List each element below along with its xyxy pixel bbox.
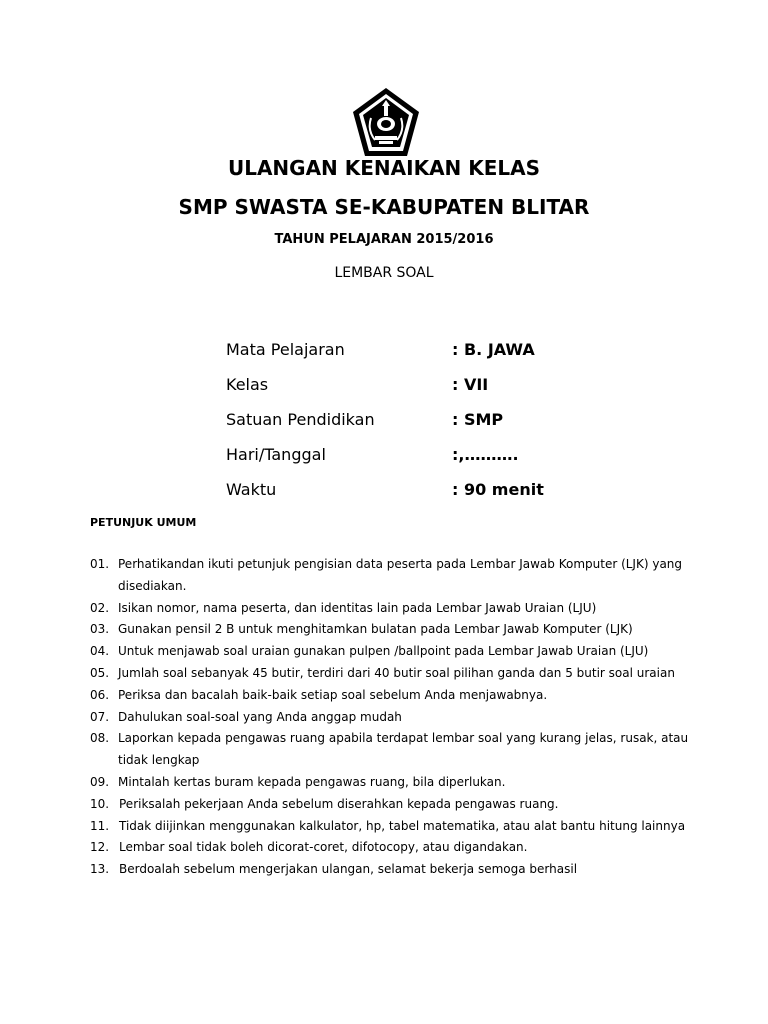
item-number: 06. [90, 687, 110, 702]
info-value: :,………. [452, 445, 519, 464]
list-item [90, 707, 690, 729]
list-item [90, 728, 690, 772]
item-number: 02. [90, 600, 110, 615]
list-item [90, 794, 690, 816]
exam-title: ULANGAN KENAIKAN KELAS [227, 156, 541, 180]
item-number: 11. [90, 818, 110, 833]
item-number: 05. [90, 665, 110, 680]
list-item [90, 598, 690, 620]
info-row-duration [226, 480, 646, 515]
list-item [90, 837, 690, 859]
item-text: Jumlah soal sebanyak 45 butir, terdiri dari 40 butir soal pilihan ganda dan 5 butir soal uraian [118, 665, 675, 680]
instructions-list [90, 554, 690, 881]
item-number: 01. [90, 557, 110, 571]
list-item [90, 663, 690, 685]
info-label: Kelas [226, 375, 269, 394]
item-text: Berdoalah sebelum mengerjakan ulangan, selamat bekerja semoga berhasil [119, 862, 578, 877]
item-number: 03. [90, 622, 110, 637]
instructions-heading: PETUNJUK UMUM [90, 516, 197, 529]
item-text: Gunakan pensil 2 B untuk menghitamkan bulatan pada Lembar Jawab Komputer (LJK) [118, 622, 633, 637]
exam-info-table [226, 340, 646, 515]
item-number: 13. [90, 862, 110, 877]
list-item [90, 816, 690, 838]
info-label: Hari/Tanggal [226, 445, 326, 464]
item-number: 12. [90, 840, 110, 855]
item-text: Dahulukan soal-soal yang Anda anggap mudah [118, 709, 402, 724]
item-number: 09. [90, 774, 110, 789]
sheet-title: LEMBAR SOAL [334, 265, 434, 281]
info-label: Waktu [226, 480, 277, 499]
item-text: Isikan nomor, nama peserta, dan identitas lain pada Lembar Jawab Uraian (LJU) [118, 600, 597, 615]
item-text: Mintalah kertas buram kepada pengawas ruang, bila diperlukan. [118, 774, 506, 789]
kabupaten-blitar-emblem-icon [351, 86, 421, 158]
list-item [90, 554, 690, 598]
info-row-date [226, 445, 646, 480]
item-text: Untuk menjawab soal uraian gunakan pulpen /ballpoint pada Lembar Jawab Uraian (LJU) [118, 644, 649, 659]
list-item [90, 685, 690, 707]
school-title: SMP SWASTA SE-KABUPATEN BLITAR [178, 195, 590, 219]
item-text: Tidak diijinkan menggunakan kalkulator, hp, tabel matematika, atau alat bantu hitung lainnya [119, 818, 686, 833]
academic-year: TAHUN PELAJARAN 2015/2016 [274, 232, 494, 247]
info-row-school-level [226, 410, 646, 445]
item-text: Laporkan kepada pengawas ruang apabila terdapat lembar soal yang kurang jelas, rusak, atau tidak lengkap [118, 731, 689, 768]
item-number: 04. [90, 644, 110, 659]
item-text: Lembar soal tidak boleh dicorat-coret, difotocopy, atau digandakan. [119, 840, 528, 855]
list-item [90, 772, 690, 794]
list-item [90, 641, 690, 663]
item-number: 10. [90, 796, 110, 811]
info-row-class [226, 375, 646, 410]
info-value: : B. JAWA [452, 340, 535, 359]
list-item [90, 859, 690, 881]
item-text: Periksalah pekerjaan Anda sebelum diserahkan kepada pengawas ruang. [119, 796, 559, 811]
info-label: Mata Pelajaran [226, 340, 345, 359]
item-text: Perhatikandan ikuti petunjuk pengisian data peserta pada Lembar Jawab Komputer (LJK) yang disediakan. [118, 557, 683, 593]
info-value: : SMP [452, 410, 504, 429]
info-row-subject [226, 340, 646, 375]
info-value: : 90 menit [452, 480, 544, 499]
info-label: Satuan Pendidikan [226, 410, 375, 429]
item-number: 08. [90, 731, 110, 746]
item-text: Periksa dan bacalah baik-baik setiap soal sebelum Anda menjawabnya. [118, 687, 548, 702]
item-number: 07. [90, 709, 110, 724]
info-value: : VII [452, 375, 489, 394]
list-item [90, 619, 690, 641]
